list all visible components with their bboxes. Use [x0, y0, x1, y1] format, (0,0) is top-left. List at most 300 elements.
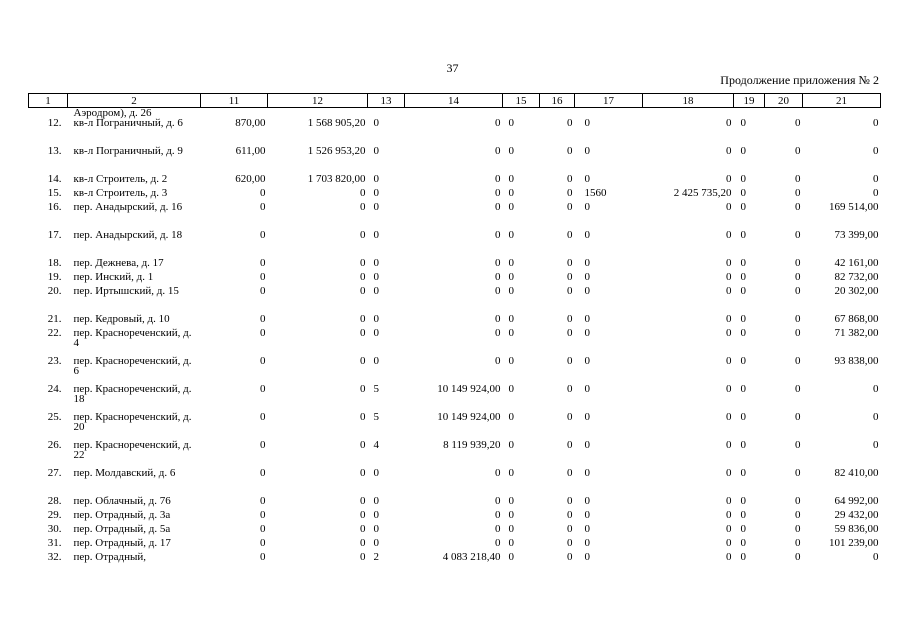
col-14-cell: 0 [495, 201, 501, 213]
col-20-cell: 0 [795, 537, 801, 549]
col-11-cell: 0 [260, 467, 266, 479]
col-15-cell: 0 [508, 285, 514, 297]
page-number: 37 [446, 61, 459, 75]
col-18-cell: 0 [726, 117, 732, 129]
col-11-cell: 611,00 [235, 145, 266, 157]
column-header: 13 [368, 94, 405, 108]
col-16-cell: 0 [567, 229, 573, 241]
col-16-cell: 0 [567, 439, 573, 451]
address-cell: пер. Отрадный, д. 3а [73, 509, 171, 521]
col-13-cell: 5 [373, 383, 379, 395]
col-20-cell: 0 [795, 173, 801, 185]
col-16-cell: 0 [567, 509, 573, 521]
col-14-cell: 0 [495, 285, 501, 297]
col-13-cell: 0 [373, 257, 379, 269]
col-19-cell: 0 [740, 523, 746, 535]
row-number-cell: 32. [47, 551, 62, 563]
table-row [29, 202, 881, 230]
col-20-cell: 0 [795, 551, 801, 563]
col-19-cell: 0 [740, 509, 746, 521]
col-17-cell: 0 [584, 117, 590, 129]
col-20-cell: 0 [795, 257, 801, 269]
row-number-cell: 12. [47, 117, 62, 129]
col-18-cell: 0 [726, 439, 732, 451]
col-12-cell: 0 [360, 439, 366, 451]
column-header: 15 [503, 94, 540, 108]
col-18-cell: 0 [726, 173, 732, 185]
col-17-cell: 0 [584, 145, 590, 157]
column-header: 11 [201, 94, 268, 108]
col-13-cell: 0 [373, 523, 379, 535]
col-12-cell: 1 568 905,20 [307, 117, 366, 129]
col-13-cell: 0 [373, 327, 379, 339]
col-16-cell: 0 [567, 257, 573, 269]
col-16-cell: 0 [567, 173, 573, 185]
col-11-cell: 0 [260, 355, 266, 367]
col-11-cell: 0 [260, 229, 266, 241]
col-11-cell: 0 [260, 551, 266, 563]
col-12-cell: 0 [360, 537, 366, 549]
col-18-cell: 0 [726, 201, 732, 213]
col-13-cell: 0 [373, 229, 379, 241]
col-16-cell: 0 [567, 355, 573, 367]
col-15-cell: 0 [508, 411, 514, 423]
row-number-cell: 19. [47, 271, 62, 283]
col-21-cell: 0 [873, 187, 879, 199]
col-15-cell: 0 [508, 313, 514, 325]
appendix-continuation-title: Продолжение приложения № 2 [720, 73, 879, 87]
col-13-cell: 4 [373, 439, 379, 451]
col-17-cell: 1560 [584, 187, 607, 199]
col-16-cell: 0 [567, 411, 573, 423]
col-20-cell: 0 [795, 439, 801, 451]
row-number-cell: 15. [47, 187, 62, 199]
col-12-cell: 0 [360, 551, 366, 563]
table-row [29, 328, 881, 356]
col-11-cell: 0 [260, 201, 266, 213]
col-20-cell: 0 [795, 383, 801, 395]
col-11-cell: 0 [260, 523, 266, 535]
col-17-cell: 0 [584, 439, 590, 451]
address-cell: пер. Краснореченский, д. 6 [73, 355, 192, 377]
col-17-cell: 0 [584, 313, 590, 325]
col-19-cell: 0 [740, 229, 746, 241]
address-cell: кв-л Строитель, д. 3 [73, 187, 168, 199]
address-cell: пер. Отрадный, д. 17 [73, 537, 171, 549]
col-14-cell: 0 [495, 187, 501, 199]
col-16-cell: 0 [567, 551, 573, 563]
col-16-cell: 0 [567, 201, 573, 213]
col-19-cell: 0 [740, 411, 746, 423]
col-12-cell: 0 [360, 313, 366, 325]
address-cell: пер. Кедровый, д. 10 [73, 313, 170, 325]
col-21-cell: 0 [873, 173, 879, 185]
col-13-cell: 0 [373, 355, 379, 367]
col-20-cell: 0 [795, 229, 801, 241]
table-row [29, 538, 881, 552]
col-17-cell: 0 [584, 537, 590, 549]
col-17-cell: 0 [584, 509, 590, 521]
col-21-cell: 0 [873, 439, 879, 451]
col-18-cell: 0 [726, 257, 732, 269]
row-number-cell: 24. [47, 383, 62, 395]
col-14-cell: 0 [495, 523, 501, 535]
col-15-cell: 0 [508, 439, 514, 451]
col-13-cell: 0 [373, 537, 379, 549]
col-16-cell: 0 [567, 383, 573, 395]
col-18-cell: 0 [726, 551, 732, 563]
row-number-cell: 17. [47, 229, 62, 241]
col-11-cell: 620,00 [235, 173, 266, 185]
col-17-cell: 0 [584, 173, 590, 185]
col-14-cell: 0 [495, 145, 501, 157]
col-11-cell: 870,00 [235, 117, 266, 129]
col-19-cell: 0 [740, 551, 746, 563]
col-19-cell: 0 [740, 383, 746, 395]
table-row [29, 272, 881, 286]
table-row [29, 468, 881, 496]
table-row [29, 258, 881, 272]
col-19-cell: 0 [740, 495, 746, 507]
col-19-cell: 0 [740, 285, 746, 297]
col-19-cell: 0 [740, 327, 746, 339]
col-14-cell: 0 [495, 467, 501, 479]
col-20-cell: 0 [795, 145, 801, 157]
col-21-cell: 42 161,00 [834, 257, 879, 269]
col-15-cell: 0 [508, 523, 514, 535]
col-19-cell: 0 [740, 313, 746, 325]
col-21-cell: 0 [873, 117, 879, 129]
col-16-cell: 0 [567, 467, 573, 479]
row-number-cell: 16. [47, 201, 62, 213]
row-number-cell: 29. [47, 509, 62, 521]
col-15-cell: 0 [508, 551, 514, 563]
col-12-cell: 0 [360, 201, 366, 213]
col-16-cell: 0 [567, 495, 573, 507]
col-20-cell: 0 [795, 495, 801, 507]
col-21-cell: 0 [873, 383, 879, 395]
col-13-cell: 0 [373, 313, 379, 325]
col-11-cell: 0 [260, 439, 266, 451]
table-row [29, 118, 881, 146]
address-cell: пер. Краснореченский, д. 20 [73, 411, 192, 433]
col-15-cell: 0 [508, 467, 514, 479]
col-16-cell: 0 [567, 187, 573, 199]
table-row [29, 356, 881, 384]
col-18-cell: 0 [726, 523, 732, 535]
col-19-cell: 0 [740, 257, 746, 269]
col-15-cell: 0 [508, 145, 514, 157]
col-11-cell: 0 [260, 257, 266, 269]
col-14-cell: 0 [495, 537, 501, 549]
col-18-cell: 0 [726, 411, 732, 423]
col-14-cell: 0 [495, 229, 501, 241]
col-19-cell: 0 [740, 145, 746, 157]
row-number-cell: 21. [47, 313, 62, 325]
col-12-cell: 0 [360, 285, 366, 297]
address-cell: кв-л Строитель, д. 2 [73, 173, 168, 185]
col-12-cell: 0 [360, 509, 366, 521]
col-13-cell: 5 [373, 411, 379, 423]
column-header: 18 [643, 94, 734, 108]
col-12-cell: 0 [360, 257, 366, 269]
col-12-cell: 0 [360, 271, 366, 283]
column-header: 1 [29, 94, 68, 108]
row-number-cell: 18. [47, 257, 62, 269]
address-cell: Аэродром), д. 26 [73, 107, 152, 119]
col-17-cell: 0 [584, 271, 590, 283]
col-12-cell: 0 [360, 523, 366, 535]
col-21-cell: 59 836,00 [834, 523, 879, 535]
col-16-cell: 0 [567, 117, 573, 129]
address-cell: пер. Молдавский, д. 6 [73, 467, 176, 479]
col-15-cell: 0 [508, 271, 514, 283]
col-20-cell: 0 [795, 201, 801, 213]
address-cell: пер. Отрадный, д. 5а [73, 523, 171, 535]
col-15-cell: 0 [508, 229, 514, 241]
col-15-cell: 0 [508, 355, 514, 367]
row-number-cell: 22. [47, 327, 62, 339]
col-11-cell: 0 [260, 509, 266, 521]
col-17-cell: 0 [584, 551, 590, 563]
col-20-cell: 0 [795, 117, 801, 129]
col-17-cell: 0 [584, 355, 590, 367]
column-header: 21 [803, 94, 881, 108]
table-row [29, 384, 881, 412]
row-number-cell: 28. [47, 495, 62, 507]
table-row [29, 174, 881, 188]
row-number-cell: 30. [47, 523, 62, 535]
col-14-cell: 0 [495, 355, 501, 367]
col-20-cell: 0 [795, 285, 801, 297]
col-17-cell: 0 [584, 257, 590, 269]
col-17-cell: 0 [584, 201, 590, 213]
col-12-cell: 0 [360, 383, 366, 395]
col-15-cell: 0 [508, 117, 514, 129]
row-number-cell: 31. [47, 537, 62, 549]
row-number-cell: 20. [47, 285, 62, 297]
address-cell: пер. Отрадный, [73, 551, 147, 563]
col-20-cell: 0 [795, 187, 801, 199]
table-row [29, 286, 881, 314]
address-cell: пер. Краснореченский, д. 22 [73, 439, 192, 461]
col-20-cell: 0 [795, 467, 801, 479]
col-14-cell: 0 [495, 327, 501, 339]
col-16-cell: 0 [567, 285, 573, 297]
col-11-cell: 0 [260, 313, 266, 325]
col-20-cell: 0 [795, 327, 801, 339]
col-11-cell: 0 [260, 495, 266, 507]
col-17-cell: 0 [584, 495, 590, 507]
col-15-cell: 0 [508, 495, 514, 507]
col-17-cell: 0 [584, 383, 590, 395]
col-21-cell: 82 410,00 [834, 467, 879, 479]
col-21-cell: 0 [873, 551, 879, 563]
table-row [29, 496, 881, 510]
col-13-cell: 0 [373, 117, 379, 129]
col-12-cell: 0 [360, 467, 366, 479]
table-row [29, 188, 881, 202]
col-21-cell: 93 838,00 [834, 355, 879, 367]
col-15-cell: 0 [508, 201, 514, 213]
col-14-cell: 0 [495, 117, 501, 129]
col-18-cell: 0 [726, 495, 732, 507]
col-12-cell: 0 [360, 355, 366, 367]
col-12-cell: 1 703 820,00 [307, 173, 366, 185]
col-19-cell: 0 [740, 439, 746, 451]
col-16-cell: 0 [567, 327, 573, 339]
col-20-cell: 0 [795, 313, 801, 325]
table-row [29, 510, 881, 524]
col-21-cell: 64 992,00 [834, 495, 879, 507]
col-21-cell: 71 382,00 [834, 327, 879, 339]
column-header: 12 [268, 94, 368, 108]
col-13-cell: 0 [373, 495, 379, 507]
col-16-cell: 0 [567, 313, 573, 325]
col-17-cell: 0 [584, 327, 590, 339]
address-cell: пер. Облачный, д. 76 [73, 495, 171, 507]
row-number-cell: 26. [47, 439, 62, 451]
column-header: 20 [765, 94, 803, 108]
col-18-cell: 2 425 735,20 [673, 187, 732, 199]
column-header: 16 [540, 94, 575, 108]
col-11-cell: 0 [260, 285, 266, 297]
table-row [29, 412, 881, 440]
col-19-cell: 0 [740, 201, 746, 213]
col-19-cell: 0 [740, 355, 746, 367]
col-13-cell: 0 [373, 467, 379, 479]
col-11-cell: 0 [260, 187, 266, 199]
col-13-cell: 0 [373, 285, 379, 297]
col-18-cell: 0 [726, 313, 732, 325]
col-19-cell: 0 [740, 467, 746, 479]
col-21-cell: 29 432,00 [834, 509, 879, 521]
column-header: 17 [575, 94, 643, 108]
col-13-cell: 0 [373, 509, 379, 521]
col-14-cell: 0 [495, 173, 501, 185]
col-12-cell: 0 [360, 327, 366, 339]
col-13-cell: 0 [373, 271, 379, 283]
table-row [29, 524, 881, 538]
col-19-cell: 0 [740, 271, 746, 283]
address-cell: пер. Краснореченский, д. 18 [73, 383, 192, 405]
col-14-cell: 0 [495, 257, 501, 269]
col-21-cell: 67 868,00 [834, 313, 879, 325]
row-number-cell: 13. [47, 145, 62, 157]
address-cell: кв-л Пограничный, д. 9 [73, 145, 183, 157]
col-18-cell: 0 [726, 285, 732, 297]
col-14-cell: 0 [495, 313, 501, 325]
col-19-cell: 0 [740, 117, 746, 129]
column-header: 19 [734, 94, 765, 108]
col-15-cell: 0 [508, 509, 514, 521]
address-cell: пер. Дежнева, д. 17 [73, 257, 164, 269]
col-13-cell: 2 [373, 551, 379, 563]
col-17-cell: 0 [584, 285, 590, 297]
col-18-cell: 0 [726, 355, 732, 367]
address-cell: кв-л Пограничный, д. 6 [73, 117, 183, 129]
table-row [29, 314, 881, 328]
row-number-cell: 27. [47, 467, 62, 479]
row-number-cell: 25. [47, 411, 62, 423]
col-16-cell: 0 [567, 271, 573, 283]
col-12-cell: 0 [360, 411, 366, 423]
col-11-cell: 0 [260, 537, 266, 549]
col-13-cell: 0 [373, 201, 379, 213]
col-19-cell: 0 [740, 537, 746, 549]
col-13-cell: 0 [373, 187, 379, 199]
column-header: 2 [68, 94, 201, 108]
data-table [28, 93, 881, 566]
col-16-cell: 0 [567, 537, 573, 549]
col-18-cell: 0 [726, 537, 732, 549]
row-number-cell: 23. [47, 355, 62, 367]
col-20-cell: 0 [795, 355, 801, 367]
col-14-cell: 10 149 924,00 [437, 411, 501, 423]
col-15-cell: 0 [508, 327, 514, 339]
col-18-cell: 0 [726, 229, 732, 241]
col-19-cell: 0 [740, 187, 746, 199]
col-17-cell: 0 [584, 467, 590, 479]
col-18-cell: 0 [726, 271, 732, 283]
col-14-cell: 0 [495, 495, 501, 507]
col-20-cell: 0 [795, 271, 801, 283]
col-18-cell: 0 [726, 145, 732, 157]
col-21-cell: 20 302,00 [834, 285, 879, 297]
header-row [29, 94, 881, 108]
col-14-cell: 0 [495, 509, 501, 521]
col-11-cell: 0 [260, 383, 266, 395]
col-11-cell: 0 [260, 411, 266, 423]
col-12-cell: 1 526 953,20 [307, 145, 366, 157]
col-11-cell: 0 [260, 271, 266, 283]
col-16-cell: 0 [567, 523, 573, 535]
col-16-cell: 0 [567, 145, 573, 157]
col-14-cell: 4 083 218,40 [442, 551, 501, 563]
col-14-cell: 0 [495, 271, 501, 283]
col-15-cell: 0 [508, 383, 514, 395]
table-row [29, 552, 881, 566]
address-cell: пер. Иртышский, д. 15 [73, 285, 179, 297]
col-21-cell: 82 732,00 [834, 271, 879, 283]
col-14-cell: 10 149 924,00 [437, 383, 501, 395]
col-17-cell: 0 [584, 523, 590, 535]
col-15-cell: 0 [508, 257, 514, 269]
column-header: 14 [405, 94, 503, 108]
col-18-cell: 0 [726, 383, 732, 395]
address-cell: пер. Анадырский, д. 16 [73, 201, 183, 213]
col-14-cell: 8 119 939,20 [443, 439, 501, 451]
col-15-cell: 0 [508, 537, 514, 549]
col-19-cell: 0 [740, 173, 746, 185]
col-21-cell: 0 [873, 411, 879, 423]
col-17-cell: 0 [584, 229, 590, 241]
col-12-cell: 0 [360, 495, 366, 507]
col-15-cell: 0 [508, 173, 514, 185]
col-21-cell: 101 239,00 [829, 537, 879, 549]
col-12-cell: 0 [360, 187, 366, 199]
col-20-cell: 0 [795, 509, 801, 521]
col-21-cell: 0 [873, 145, 879, 157]
col-13-cell: 0 [373, 145, 379, 157]
table-row [29, 230, 881, 258]
col-18-cell: 0 [726, 509, 732, 521]
col-21-cell: 73 399,00 [834, 229, 879, 241]
col-20-cell: 0 [795, 411, 801, 423]
col-17-cell: 0 [584, 411, 590, 423]
table-row [29, 146, 881, 174]
col-20-cell: 0 [795, 523, 801, 535]
